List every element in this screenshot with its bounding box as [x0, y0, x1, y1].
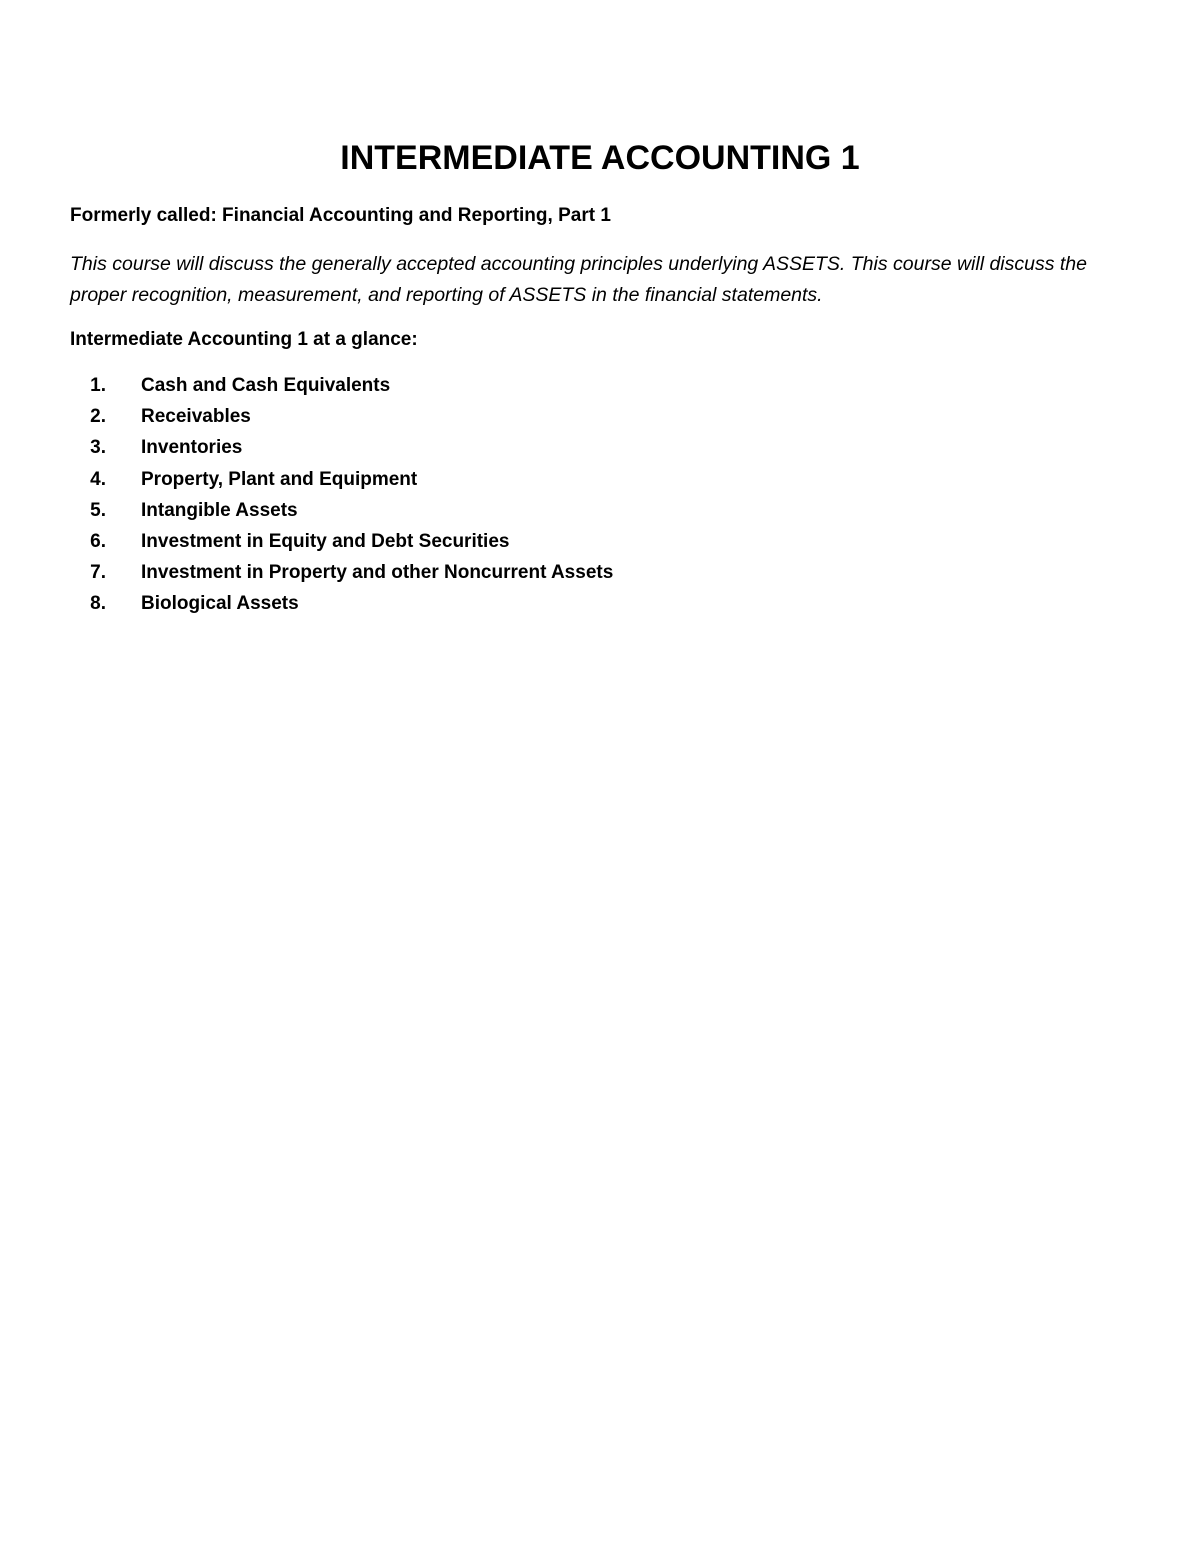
course-description: This course will discuss the generally accepted accounting principles underlying ASSETS. This course will discuss the proper recognition, measurement, and reporting of ASSETS in the financial statements.	[70, 253, 1087, 306]
glance-heading: Intermediate Accounting 1 at a glance:	[70, 329, 418, 350]
list-item-label: Receivables	[141, 406, 251, 428]
list-item-label: Property, Plant and Equipment	[141, 468, 418, 490]
list-item-label: Intangible Assets	[141, 499, 298, 521]
list-item	[70, 404, 613, 435]
list-item-label: Cash and Cash Equivalents	[141, 375, 391, 396]
list-item-label: Investment in Equity and Debt Securities	[141, 530, 510, 552]
topic-list	[70, 373, 613, 623]
list-item	[70, 498, 613, 529]
list-item	[70, 373, 613, 404]
list-item-number: 1.	[90, 375, 106, 396]
list-item-number: 4.	[90, 468, 106, 490]
list-item-number: 2.	[90, 406, 106, 428]
list-item-number: 6.	[90, 530, 106, 552]
list-item-label: Inventories	[141, 437, 243, 459]
list-item-label: Investment in Property and other Noncurrent Assets	[141, 562, 614, 584]
list-item	[70, 435, 613, 466]
list-item	[70, 591, 613, 622]
list-item-number: 3.	[90, 437, 106, 459]
list-item-number: 5.	[90, 499, 106, 521]
list-item	[70, 467, 613, 498]
list-item-number: 7.	[90, 562, 106, 584]
document-title: INTERMEDIATE ACCOUNTING 1	[340, 139, 860, 177]
list-item	[70, 560, 613, 591]
list-item-number: 8.	[90, 593, 106, 615]
formerly-called-line: Formerly called: Financial Accounting and Reporting, Part 1	[70, 205, 611, 226]
list-item-label: Biological Assets	[141, 593, 299, 615]
list-item	[70, 529, 613, 560]
